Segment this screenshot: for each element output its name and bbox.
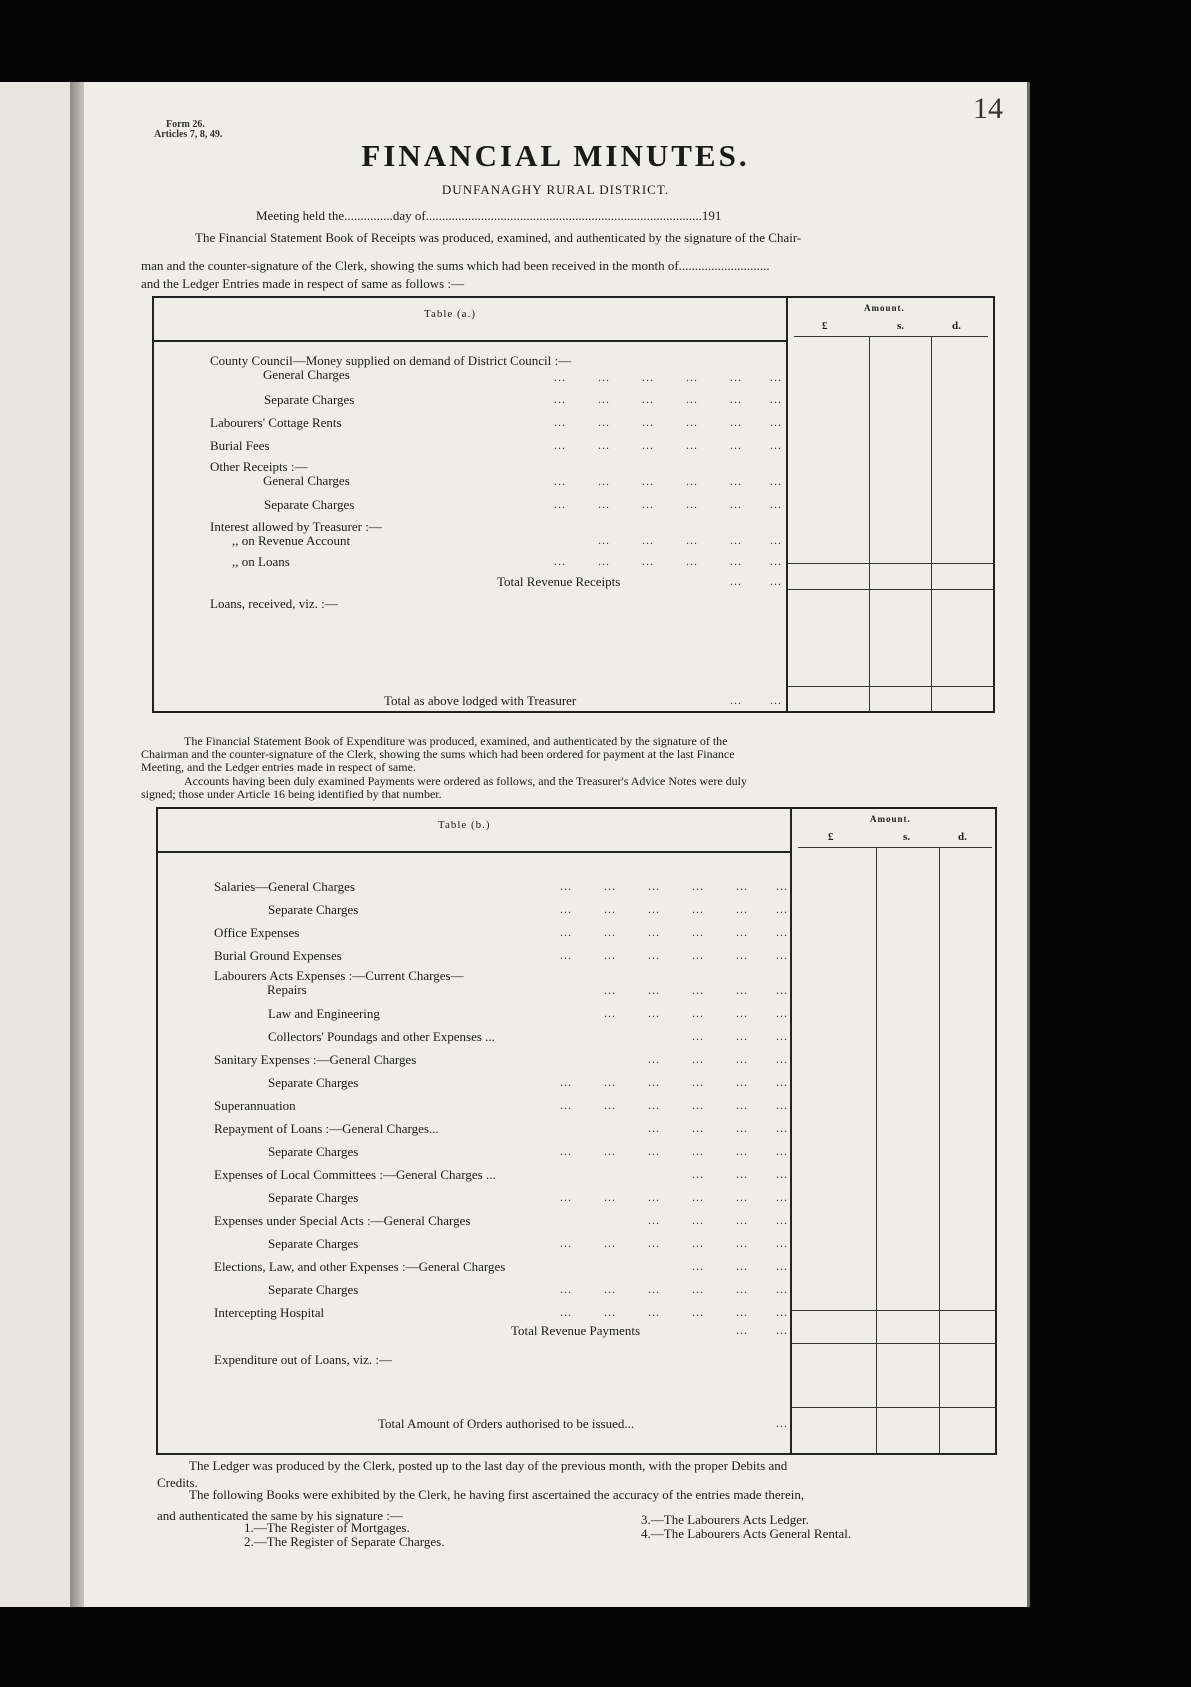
footer-books: The following Books were exhibited by the Clerk, he having first ascertained the accuracy of the entries made therein, bbox=[189, 1487, 805, 1502]
table-a-amount-label: Amount. bbox=[864, 303, 905, 313]
row-elections: Elections, Law, and other Expenses :—General Charges bbox=[214, 1259, 506, 1274]
expenditure-intro-1: The Financial Statement Book of Expenditure was produced, examined, and authenticated by the signature of the bbox=[184, 734, 728, 748]
meeting-line: Meeting held the...............day of.....................................................................................191 bbox=[256, 208, 722, 223]
footer-credits: Credits. bbox=[157, 1475, 198, 1490]
row-loans-expenditure: Expenditure out of Loans, viz. :— bbox=[214, 1352, 392, 1367]
col-pounds-a: £ bbox=[822, 320, 828, 332]
row-separate-charges: Separate Charges bbox=[264, 392, 355, 407]
col-shillings-b: s. bbox=[903, 831, 911, 843]
expenditure-intro-4: Accounts having been duly examined Payments were ordered as follows, and the Treasurer's Advice Notes were duly bbox=[184, 774, 748, 788]
row-labourers-acts: Labourers Acts Expenses :—Current Charges— Repairs bbox=[214, 968, 464, 997]
row-office-expenses: Office Expenses bbox=[214, 925, 300, 940]
col-pence-b: d. bbox=[958, 831, 967, 843]
row-law-engineering: Law and Engineering bbox=[268, 1006, 380, 1021]
table-a-heading: Table (a.) bbox=[424, 308, 476, 320]
row-separate-charges: Separate Charges bbox=[264, 497, 355, 512]
table-a: Table (a.) Amount. £ s. d. County Council—Money supplied on demand of District Council :— General Charges Separate Charges Labourers' Cottage Rents Burial Fees Other Receipts :— General Charges Separate Charges Interest allowed by Treasurer :— ,, on Revenue Account ,, on Loans Total Revenue Receipts Loans, received, viz. :— Total as above lodged with Treasurer ... ... ... ... ... ... ... ... ... ... ... ... ... ... ... ... ... ... ... ... ... ... ... ... ... ... ... ... ... ... ... ... ... ... ... ... ... ... ... ... ... ... ... ... ... ... ... ... ... ... ... bbox=[152, 296, 995, 713]
page-edge bbox=[1027, 82, 1030, 1607]
total-revenue-receipts: Total Revenue Receipts bbox=[497, 574, 621, 589]
intro-line-1: The Financial Statement Book of Receipts was produced, examined, and authenticated by the signature of the Chair- bbox=[195, 230, 802, 245]
total-revenue-payments: Total Revenue Payments bbox=[511, 1323, 641, 1338]
col-pounds-b: £ bbox=[828, 831, 834, 843]
row-separate-charges: Separate Charges bbox=[268, 1282, 359, 1297]
row-separate-charges: Separate Charges bbox=[268, 1190, 359, 1205]
row-on-loans: ,, on Loans bbox=[232, 554, 290, 569]
facing-page bbox=[0, 82, 70, 1607]
row-burial-fees: Burial Fees bbox=[210, 438, 270, 453]
row-separate-charges: Separate Charges bbox=[268, 1075, 359, 1090]
row-separate-charges: Separate Charges bbox=[268, 1144, 359, 1159]
row-interest: Interest allowed by Treasurer :— ,, on Revenue Account bbox=[210, 519, 382, 548]
row-other-receipts: Other Receipts :— General Charges bbox=[210, 459, 350, 488]
footer-book-1: 1.—The Register of Mortgages. bbox=[244, 1520, 410, 1535]
row-sanitary: Sanitary Expenses :—General Charges bbox=[214, 1052, 417, 1067]
row-superannuation: Superannuation bbox=[214, 1098, 296, 1113]
book-gutter bbox=[70, 82, 84, 1607]
footer-book-3: 3.—The Labourers Acts Ledger. bbox=[641, 1512, 809, 1527]
expenditure-intro-5: signed; those under Article 16 being identified by that number. bbox=[141, 787, 442, 801]
row-local-committees: Expenses of Local Committees :—General Charges ... bbox=[214, 1167, 496, 1182]
expenditure-intro-2: Chairman and the counter-signature of the Clerk, showing the sums which had been ordered for payment at the last Finance bbox=[141, 747, 735, 761]
row-repayment: Repayment of Loans :—General Charges... bbox=[214, 1121, 439, 1136]
table-b-amount-label: Amount. bbox=[870, 814, 911, 824]
footer-authenticated: and authenticated the same by his signature :— bbox=[157, 1508, 403, 1523]
row-burial-ground: Burial Ground Expenses bbox=[214, 948, 342, 963]
ledger-page bbox=[84, 82, 1027, 1607]
row-county-council: County Council—Money supplied on demand of District Council :— General Charges bbox=[210, 353, 572, 382]
row-collectors: Collectors' Poundags and other Expenses ... bbox=[268, 1029, 495, 1044]
district-name: DUNFANAGHY RURAL DISTRICT. bbox=[441, 182, 670, 197]
row-loans-received: Loans, received, viz. :— bbox=[210, 596, 338, 611]
footer-book-2: 2.—The Register of Separate Charges. bbox=[244, 1534, 445, 1549]
row-separate-charges: Separate Charges bbox=[268, 1236, 359, 1251]
footer-ledger: The Ledger was produced by the Clerk, posted up to the last day of the previous month, with the proper Debits and bbox=[189, 1458, 788, 1473]
row-separate-charges: Separate Charges bbox=[268, 902, 359, 917]
intro-line-3: and the Ledger Entries made in respect of same as follows :— bbox=[141, 276, 465, 291]
col-pence-a: d. bbox=[952, 320, 961, 332]
page-title: FINANCIAL MINUTES. bbox=[361, 138, 750, 173]
form-reference: Form 26. Articles 7, 8, 49. bbox=[154, 119, 223, 140]
page-number: 14 bbox=[973, 92, 1003, 125]
row-salaries: Salaries—General Charges bbox=[214, 879, 355, 894]
row-special-acts: Expenses under Special Acts :—General Charges bbox=[214, 1213, 471, 1228]
expenditure-intro-3: Meeting, and the Ledger entries made in respect of same. bbox=[141, 760, 416, 774]
table-b: Table (b.) Amount. £ s. d. Salaries—General Charges Separate Charges Office Expenses Burial Ground Expenses Labourers Acts Expenses :—Current Charges— Repairs Law and Engineering Collectors' Poundags and other Expenses ... Sanitary Expenses :—General Charges Separate Charges Superannuation Repayment of Loans :—General Charges... Separate Charges Expenses of Local Committees :—General Charges ... Separate Charges Expenses under Special Acts :—General Charges Separate Charges Elections, Law, and other Expenses :—General Charges Separate Charges Intercepting Hospital Total Revenue Payments Expenditure out of Loans, viz. :— Total Amount of Orders authorised to be issued... ... ... ... ... ... ... ... ... ... ... ... ... ... ... ... ... ... ... ... ... ... ... ... ... ... ... ... ... ... ... ... ... ... ... ... ... ... ... ... ... ... ... ... ... ... ... ... ... ... ... ... ... ... ... ... ... ... ... ... ... ... ... ... ... ... ... ... ... ... ... ... ... ... ... ... ... ... ... ... ... ... ... ... ... ... ... ... ... ... ... ... ... ... ... ... ... ... ... ... ... bbox=[156, 807, 997, 1455]
footer-book-4: 4.—The Labourers Acts General Rental. bbox=[641, 1526, 852, 1541]
row-cottage-rents: Labourers' Cottage Rents bbox=[210, 415, 342, 430]
total-lodged: Total as above lodged with Treasurer bbox=[384, 693, 577, 708]
intro-line-2: man and the counter-signature of the Clerk, showing the sums which had been received in the month of............................ bbox=[141, 258, 770, 273]
total-orders: Total Amount of Orders authorised to be issued... bbox=[378, 1416, 635, 1431]
col-shillings-a: s. bbox=[897, 320, 905, 332]
row-intercepting-hospital: Intercepting Hospital bbox=[214, 1305, 325, 1320]
table-b-heading: Table (b.) bbox=[438, 819, 491, 831]
